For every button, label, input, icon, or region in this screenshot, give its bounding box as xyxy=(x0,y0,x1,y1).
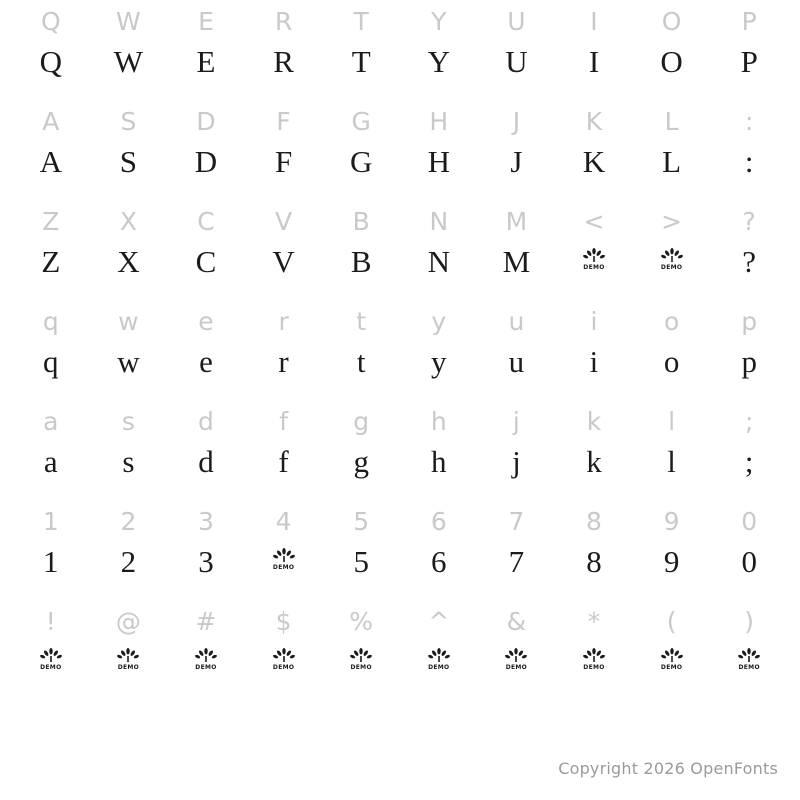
glyph-cell xyxy=(633,100,711,200)
glyph-cell xyxy=(400,100,478,200)
demo-watermark xyxy=(426,648,452,678)
glyph-cell xyxy=(90,500,168,600)
rendered-glyph: h xyxy=(431,444,447,479)
rendered-glyph: y xyxy=(431,344,447,379)
key-label: p xyxy=(741,307,758,336)
key-label: * xyxy=(587,607,601,636)
key-label: @ xyxy=(115,607,141,636)
key-label: & xyxy=(506,607,527,636)
demo-label: DEMO xyxy=(660,664,683,671)
glyph-cell xyxy=(322,400,400,500)
key-label: N xyxy=(429,207,449,236)
rendered-glyph: U xyxy=(505,44,528,79)
rendered-glyph: W xyxy=(113,44,144,79)
rendered-glyph: T xyxy=(351,44,371,79)
rendered-glyph: 2 xyxy=(120,544,137,579)
rendered-glyph: C xyxy=(195,244,217,279)
rendered-glyph: p xyxy=(741,344,757,379)
key-label: a xyxy=(43,407,59,436)
glyph-cell xyxy=(555,200,633,300)
demo-watermark xyxy=(581,248,607,278)
glyph-cell xyxy=(245,400,323,500)
rendered-glyph: X xyxy=(117,244,140,279)
rendered-glyph: 1 xyxy=(43,544,59,579)
glyph-cell xyxy=(322,300,400,400)
demo-label: DEMO xyxy=(117,664,140,671)
key-label: d xyxy=(198,407,214,436)
glyph-cell xyxy=(555,600,633,700)
glyph-cell xyxy=(710,100,788,200)
glyph-cell xyxy=(555,400,633,500)
glyph-cell xyxy=(400,300,478,400)
demo-watermark xyxy=(193,648,219,678)
rendered-glyph: N xyxy=(427,244,450,279)
glyph-cell xyxy=(633,200,711,300)
key-label: ^ xyxy=(428,607,450,636)
glyph-cell xyxy=(90,100,168,200)
key-label: U xyxy=(507,7,526,36)
key-label: S xyxy=(120,107,137,136)
rendered-glyph: e xyxy=(199,344,213,379)
rendered-glyph: s xyxy=(122,444,135,479)
key-label: q xyxy=(42,307,59,336)
key-label: w xyxy=(118,307,139,336)
glyph-cell xyxy=(710,500,788,600)
key-label: R xyxy=(274,7,293,36)
key-label: t xyxy=(356,307,367,336)
glyph-cell xyxy=(90,300,168,400)
glyph-cell xyxy=(478,200,556,300)
glyph-cell xyxy=(710,0,788,100)
glyph-cell xyxy=(400,400,478,500)
key-label: Q xyxy=(40,7,61,36)
key-label: Z xyxy=(42,207,60,236)
rendered-glyph: f xyxy=(278,444,289,479)
rendered-glyph: 9 xyxy=(663,544,680,579)
glyph-cell xyxy=(400,600,478,700)
glyph-cell xyxy=(245,0,323,100)
key-label: J xyxy=(512,107,521,136)
rendered-glyph: r xyxy=(278,344,289,379)
glyph-cell xyxy=(90,600,168,700)
key-label: 2 xyxy=(120,507,137,536)
demo-watermark xyxy=(38,648,64,678)
demo-label: DEMO xyxy=(195,664,217,671)
rendered-glyph: O xyxy=(660,44,683,79)
key-label: % xyxy=(349,607,374,636)
key-label: y xyxy=(431,307,447,336)
demo-watermark xyxy=(503,648,529,678)
rendered-glyph: H xyxy=(427,144,450,179)
glyph-cell xyxy=(400,500,478,600)
key-label: ) xyxy=(744,607,755,636)
key-label: K xyxy=(585,107,603,136)
key-label: H xyxy=(429,107,449,136)
key-label: V xyxy=(275,207,293,236)
key-label: B xyxy=(352,207,370,236)
key-label: ( xyxy=(666,607,677,636)
key-label: W xyxy=(116,7,141,36)
rendered-glyph: L xyxy=(662,144,682,179)
glyph-cell xyxy=(167,0,245,100)
rendered-glyph: 7 xyxy=(508,544,525,579)
glyph-cell xyxy=(167,500,245,600)
key-label: 0 xyxy=(741,507,758,536)
rendered-glyph: I xyxy=(588,44,600,79)
demo-label: DEMO xyxy=(272,664,295,671)
glyph-cell xyxy=(555,100,633,200)
key-label: s xyxy=(121,407,135,436)
glyph-cell xyxy=(478,500,556,600)
key-label: 3 xyxy=(198,507,214,536)
rendered-glyph: j xyxy=(512,444,521,479)
demo-label: DEMO xyxy=(350,664,372,671)
glyph-cell xyxy=(710,600,788,700)
glyph-cell xyxy=(167,400,245,500)
key-label: L xyxy=(664,107,679,136)
key-label: : xyxy=(744,107,754,136)
key-label: O xyxy=(661,7,682,36)
rendered-glyph: J xyxy=(510,144,523,179)
demo-label: DEMO xyxy=(583,264,605,271)
demo-watermark xyxy=(659,648,685,678)
rendered-glyph: l xyxy=(667,444,676,479)
rendered-glyph: V xyxy=(272,244,295,279)
rendered-glyph: 0 xyxy=(741,544,757,579)
key-label: g xyxy=(353,407,370,436)
key-label: M xyxy=(505,207,528,236)
key-label: # xyxy=(195,607,217,636)
key-label: 4 xyxy=(275,507,292,536)
key-label: $ xyxy=(275,607,292,636)
rendered-glyph: i xyxy=(589,344,599,379)
key-label: I xyxy=(590,7,598,36)
key-label: o xyxy=(663,307,680,336)
demo-label: DEMO xyxy=(428,664,450,671)
glyph-cell xyxy=(322,600,400,700)
demo-watermark xyxy=(348,648,374,678)
demo-label: DEMO xyxy=(660,264,683,271)
demo-watermark xyxy=(659,248,685,278)
glyph-cell xyxy=(245,500,323,600)
rendered-glyph: 3 xyxy=(198,544,214,579)
rendered-glyph: g xyxy=(353,444,369,479)
key-label: k xyxy=(586,407,602,436)
glyph-cell xyxy=(710,200,788,300)
rendered-glyph: u xyxy=(508,344,525,379)
rendered-glyph: E xyxy=(196,44,216,79)
demo-watermark xyxy=(271,648,297,678)
key-label: h xyxy=(430,407,447,436)
rendered-glyph: B xyxy=(350,244,372,279)
glyph-cell xyxy=(12,200,90,300)
key-label: e xyxy=(198,307,214,336)
glyph-cell xyxy=(12,300,90,400)
glyph-cell xyxy=(167,100,245,200)
rendered-glyph: K xyxy=(582,144,606,179)
rendered-glyph: 8 xyxy=(586,544,602,579)
key-label: T xyxy=(353,7,369,36)
glyph-cell xyxy=(90,400,168,500)
key-label: P xyxy=(741,7,757,36)
glyph-cell xyxy=(12,400,90,500)
rendered-glyph: w xyxy=(117,344,140,379)
rendered-glyph: D xyxy=(194,144,218,179)
rendered-glyph: P xyxy=(740,44,758,79)
key-label: r xyxy=(278,307,289,336)
key-label: X xyxy=(119,207,137,236)
rendered-glyph: t xyxy=(356,344,366,379)
rendered-glyph: R xyxy=(273,44,294,79)
glyph-cell xyxy=(322,200,400,300)
glyph-cell xyxy=(478,100,556,200)
glyph-cell xyxy=(245,200,323,300)
key-label: G xyxy=(351,107,371,136)
glyph-cell xyxy=(245,600,323,700)
key-label: l xyxy=(668,407,676,436)
rendered-glyph: Y xyxy=(427,44,450,79)
key-label: ! xyxy=(45,607,56,636)
rendered-glyph: d xyxy=(198,444,214,479)
key-label: C xyxy=(197,207,215,236)
glyph-cell xyxy=(633,600,711,700)
key-label: > xyxy=(661,207,683,236)
glyph-cell xyxy=(12,100,90,200)
key-label: u xyxy=(508,307,525,336)
rendered-glyph: Q xyxy=(39,44,62,79)
demo-watermark xyxy=(115,648,141,678)
rendered-glyph: 6 xyxy=(431,544,447,579)
glyph-cell xyxy=(400,0,478,100)
key-label: A xyxy=(42,107,60,136)
glyph-cell xyxy=(90,0,168,100)
glyph-cell xyxy=(90,200,168,300)
rendered-glyph: ; xyxy=(744,444,754,479)
demo-watermark xyxy=(736,648,762,678)
demo-watermark xyxy=(271,548,297,578)
character-grid xyxy=(12,0,788,700)
glyph-cell xyxy=(710,400,788,500)
glyph-cell xyxy=(555,0,633,100)
rendered-glyph: o xyxy=(663,344,680,379)
glyph-cell xyxy=(478,0,556,100)
key-label: E xyxy=(198,7,214,36)
copyright-notice: Copyright 2026 OpenFonts xyxy=(558,759,778,778)
glyph-cell xyxy=(633,300,711,400)
key-label: < xyxy=(583,207,605,236)
glyph-cell xyxy=(12,500,90,600)
rendered-glyph: a xyxy=(43,444,58,479)
key-label: i xyxy=(590,307,598,336)
glyph-cell xyxy=(322,100,400,200)
demo-label: DEMO xyxy=(583,664,605,671)
rendered-glyph: F xyxy=(274,144,293,179)
glyph-cell xyxy=(322,500,400,600)
rendered-glyph: ? xyxy=(742,244,757,279)
glyph-cell xyxy=(478,400,556,500)
key-label: f xyxy=(279,407,288,436)
glyph-cell xyxy=(167,300,245,400)
glyph-cell xyxy=(478,300,556,400)
key-label: 7 xyxy=(508,507,525,536)
glyph-cell xyxy=(167,200,245,300)
glyph-cell xyxy=(167,600,245,700)
key-label: 6 xyxy=(430,507,447,536)
glyph-cell xyxy=(400,200,478,300)
key-label: j xyxy=(512,407,520,436)
demo-label: DEMO xyxy=(272,564,295,571)
glyph-cell xyxy=(12,0,90,100)
rendered-glyph: S xyxy=(119,144,138,179)
rendered-glyph: Z xyxy=(41,244,61,279)
demo-label: DEMO xyxy=(505,664,528,671)
rendered-glyph: 5 xyxy=(353,544,369,579)
glyph-cell xyxy=(12,600,90,700)
rendered-glyph: M xyxy=(502,244,531,279)
key-label: ; xyxy=(744,407,754,436)
key-label: 9 xyxy=(663,507,680,536)
glyph-cell xyxy=(245,100,323,200)
glyph-cell xyxy=(633,500,711,600)
glyph-cell xyxy=(245,300,323,400)
key-label: 8 xyxy=(586,507,602,536)
glyph-cell xyxy=(322,0,400,100)
demo-label: DEMO xyxy=(40,664,62,671)
rendered-glyph: : xyxy=(744,144,754,179)
rendered-glyph: k xyxy=(586,444,602,479)
glyph-cell xyxy=(633,0,711,100)
key-label: ? xyxy=(742,207,756,236)
glyph-cell xyxy=(555,500,633,600)
rendered-glyph: G xyxy=(349,144,373,179)
rendered-glyph: q xyxy=(43,344,59,379)
demo-label: DEMO xyxy=(738,664,760,671)
key-label: 1 xyxy=(42,507,59,536)
rendered-glyph: A xyxy=(39,144,62,179)
key-label: D xyxy=(196,107,216,136)
key-label: F xyxy=(276,107,291,136)
glyph-cell xyxy=(710,300,788,400)
key-label: 5 xyxy=(353,507,370,536)
glyph-cell xyxy=(633,400,711,500)
glyph-cell xyxy=(478,600,556,700)
key-label: Y xyxy=(431,7,447,36)
glyph-cell xyxy=(555,300,633,400)
demo-watermark xyxy=(581,648,607,678)
